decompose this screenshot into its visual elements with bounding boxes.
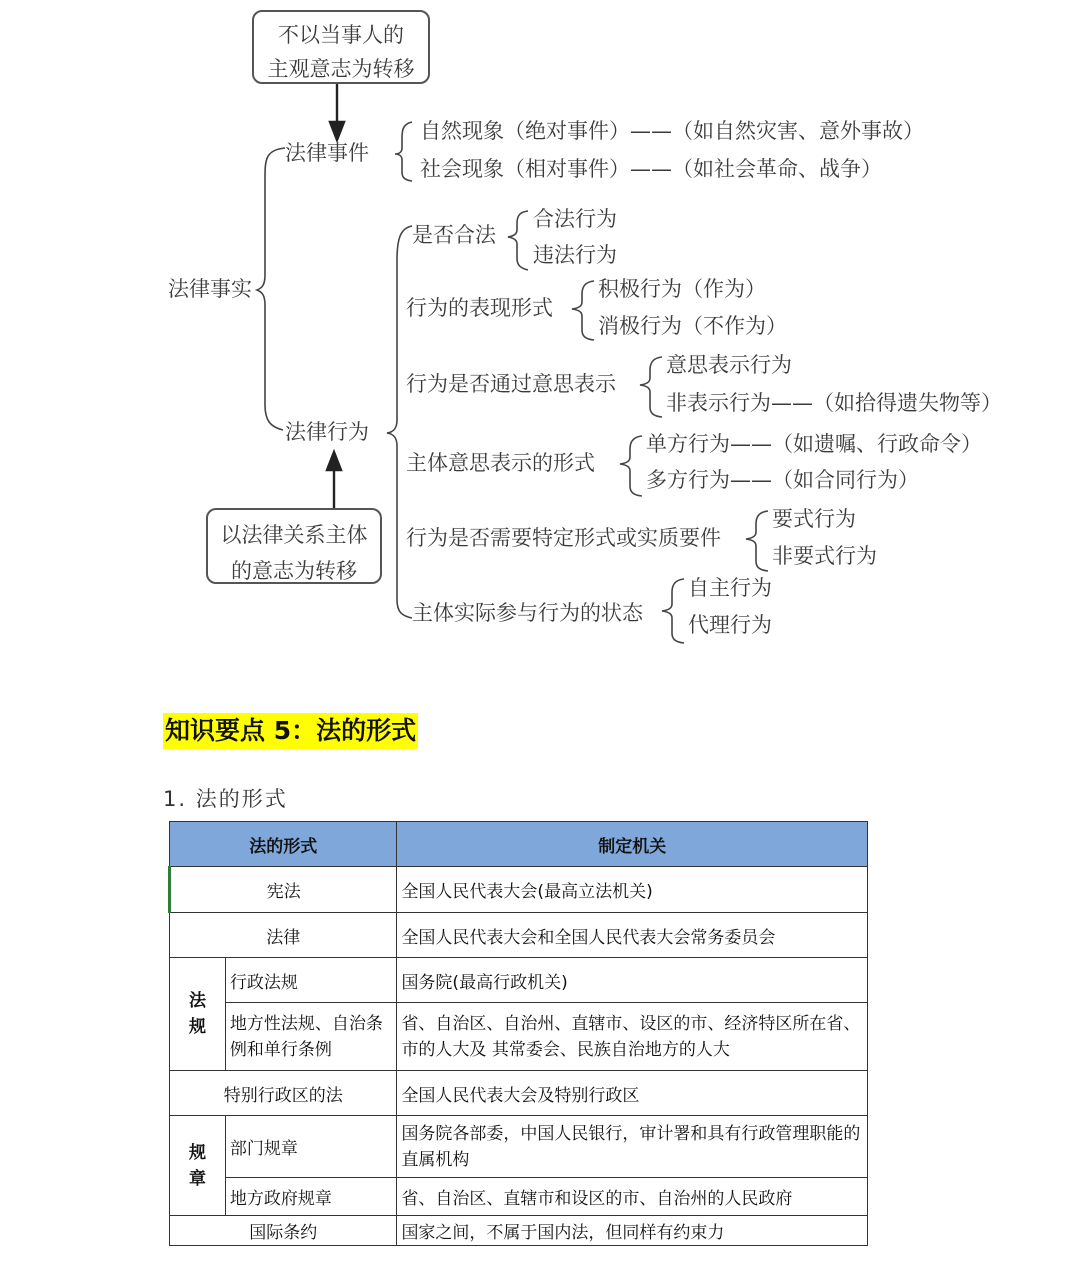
act-group-label: 行为的表现形式 <box>406 296 553 320</box>
cell-organ: 省、自治区、自治州、直辖市、设区的市、经济特区所在省、市的人大及 其常委会、民族自治地方的人大 <box>397 1003 868 1071</box>
act-group-label: 是否合法 <box>412 223 496 247</box>
cell-organ: 省、自治区、直辖市和设区的市、自治州的人民政府 <box>397 1178 868 1216</box>
cell-organ: 全国人民代表大会和全国人民代表大会常务委员会 <box>397 913 868 958</box>
table-row <box>170 1003 868 1071</box>
act-group-label: 行为是否需要特定形式或实质要件 <box>406 526 721 550</box>
act-group-label: 主体实际参与行为的状态 <box>412 601 643 625</box>
act-group-label: 行为是否通过意思表示 <box>406 372 616 396</box>
event-item: 社会现象（相对事件）——（如社会革命、战争） <box>420 157 882 181</box>
legal-event-label: 法律事件 <box>285 141 369 165</box>
act-group-item: 意思表示行为 <box>666 353 792 377</box>
cell-form: 行政法规 <box>225 958 397 1003</box>
act-group-label: 主体意思表示的形式 <box>406 451 595 475</box>
box-top-line-1: 不以当事人的 <box>278 23 404 47</box>
act-group-item: 非表示行为——（如拾得遗失物等） <box>666 391 1002 415</box>
root-label: 法律事实 <box>168 277 252 301</box>
box-bottom-line-2: 的意志为转移 <box>231 559 357 583</box>
cell-organ: 国家之间，不属于国内法，但同样有约束力 <box>397 1216 868 1246</box>
group-regulations: 法 规 <box>170 958 226 1071</box>
header-form: 法的形式 <box>170 822 397 867</box>
cell-organ: 全国人民代表大会(最高立法机关) <box>397 867 868 913</box>
table-row <box>170 913 868 958</box>
act-group-item: 代理行为 <box>688 613 772 637</box>
table-row <box>170 867 868 913</box>
cell-organ: 国务院各部委，中国人民银行，审计署和具有行政管理职能的直属机构 <box>397 1116 868 1178</box>
header-organ: 制定机关 <box>397 822 868 867</box>
act-group-item: 要式行为 <box>772 507 856 531</box>
cell-organ: 全国人民代表大会及特别行政区 <box>397 1071 868 1116</box>
table-row <box>170 1178 868 1216</box>
cell-form: 国际条约 <box>170 1216 397 1246</box>
table-row <box>170 1116 868 1178</box>
act-group-item: 非要式行为 <box>772 544 877 568</box>
cell-form: 部门规章 <box>225 1116 397 1178</box>
table-header-row <box>170 822 868 867</box>
act-group-item: 消极行为（不作为） <box>598 314 787 338</box>
event-item: 自然现象（绝对事件）——（如自然灾害、意外事故） <box>420 119 924 143</box>
act-group-item: 积极行为（作为） <box>598 277 766 301</box>
cell-organ: 国务院(最高行政机关) <box>397 958 868 1003</box>
box-bottom-line-1: 以法律关系主体 <box>220 523 368 547</box>
act-group-item: 多方行为——（如合同行为） <box>646 468 919 492</box>
act-group-item: 违法行为 <box>533 243 617 267</box>
box-objective-will <box>252 10 430 84</box>
table-row <box>170 1071 868 1116</box>
box-top-line-2: 主观意志为转移 <box>267 57 415 81</box>
section-heading: 知识要点 5：法的形式 <box>163 713 418 749</box>
act-group-item: 合法行为 <box>533 207 617 231</box>
subheading: 1. 法的形式 <box>163 787 288 811</box>
table-row <box>170 958 868 1003</box>
cell-form: 地方政府规章 <box>225 1178 397 1216</box>
table-row <box>170 1216 868 1246</box>
act-group-item: 自主行为 <box>688 576 772 600</box>
box-subject-will <box>206 508 382 584</box>
group-rules: 规 章 <box>170 1116 226 1216</box>
act-group-item: 单方行为——（如遗嘱、行政命令） <box>646 432 982 456</box>
cell-form: 宪法 <box>170 867 397 913</box>
cell-form: 特别行政区的法 <box>170 1071 397 1116</box>
cell-form: 地方性法规、自治条例和单行条例 <box>225 1003 397 1071</box>
law-forms-table <box>168 821 868 1246</box>
legal-act-label: 法律行为 <box>285 420 369 444</box>
cell-form: 法律 <box>170 913 397 958</box>
